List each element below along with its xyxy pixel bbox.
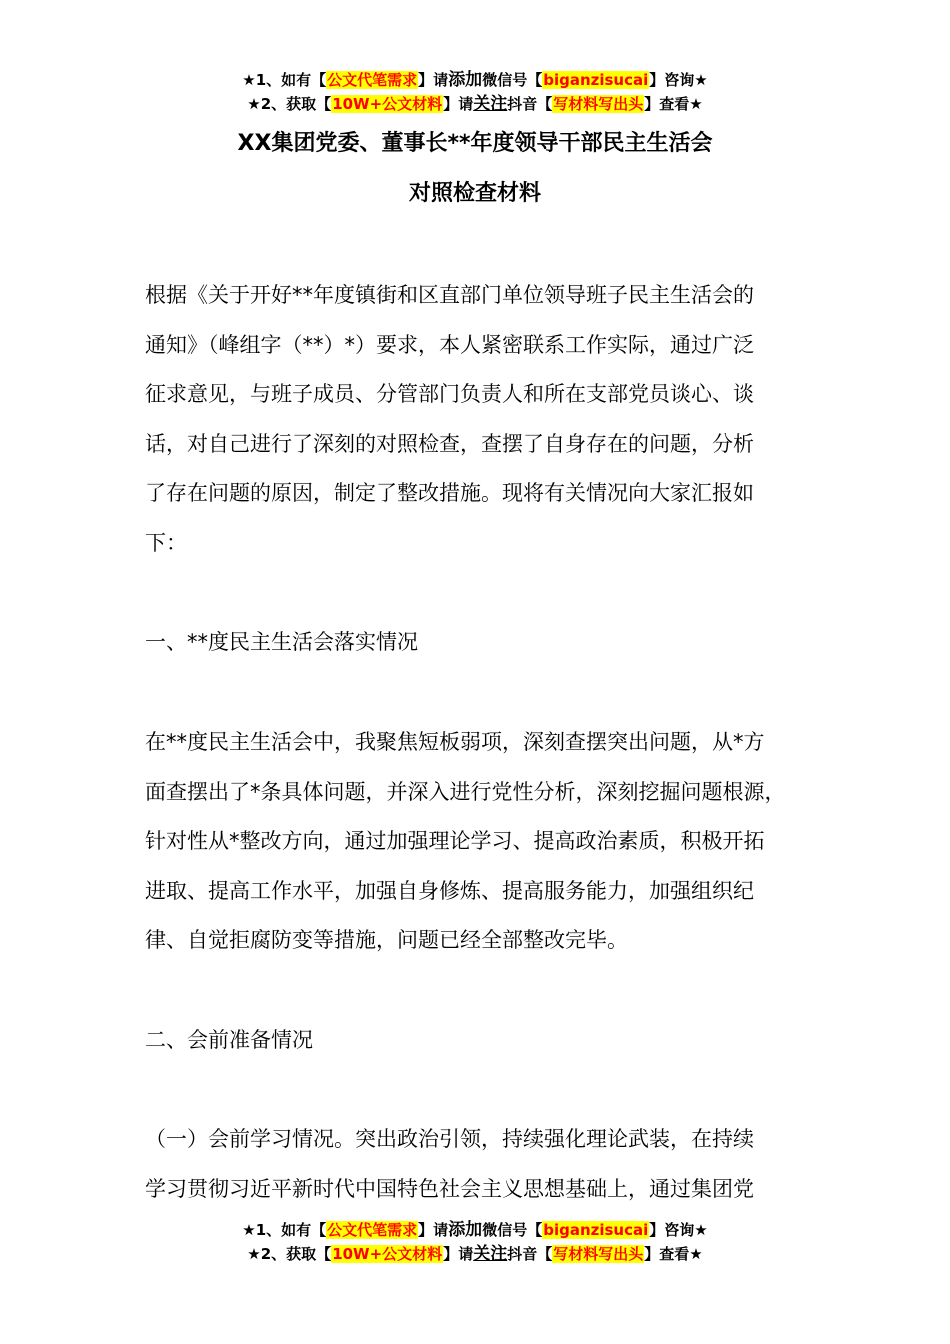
section-1-line: 针对性从*整改方向，通过加强理论学习、提高政治素质，积极开拓 [145,829,765,854]
section-2-line: 学习贯彻习近平新时代中国特色社会主义思想基础上，通过集团党 [145,1176,754,1201]
banner-line-1-highlight: 公文代笔需求 [327,71,418,89]
banner-line-1-suffix: 】咨询★ [649,71,708,89]
footer-line-1-highlight: 公文代笔需求 [327,1221,418,1239]
section-2-paragraph [145,1115,835,1214]
intro-line: 通知》（峰组字（**）*）要求，本人紧密联系工作实际，通过广泛 [145,332,754,357]
footer-line-1-suffix: 】咨询★ [649,1221,708,1239]
footer-line-2-suffix: 】查看★ [644,1245,703,1263]
footer-line-1-emphasis: 添加 [448,1220,483,1240]
footer-douyin-account: 写材料写出头 [553,1245,644,1263]
footer-banner [0,1218,950,1266]
banner-line-2-suffix: 】查看★ [644,95,703,113]
footer-banner-line-2 [0,1242,950,1266]
section-2-line: （一）会前学习情况。突出政治引领，持续强化理论武装，在持续 [145,1127,754,1151]
section-1-line: 在**度民主生活会中，我聚焦短板弱项，深刻查摆突出问题，从*方 [145,730,765,754]
intro-line: 征求意见，与班子成员、分管部门负责人和所在支部党员谈心、谈 [145,382,754,407]
section-2-heading-text: 二、会前准备情况 [145,1028,313,1052]
section-1-heading [145,618,835,668]
section-1-heading-text: 一、**度民主生活会落实情况 [145,630,418,654]
footer-line-1-mid: 】请 [418,1221,449,1239]
document-title-line-2: 对照检查材料 [408,181,541,206]
douyin-account: 写材料写出头 [553,95,644,113]
footer-line-2-highlight: 10W+公文材料 [332,1245,443,1263]
banner-line-1-mid: 】请 [418,71,449,89]
footer-line-2-mid2: 抖音【 [507,1245,553,1263]
footer-line-1-mid2: 微信号【 [482,1221,543,1239]
banner-line-1-mid2: 微信号【 [482,71,543,89]
footer-line-2-prefix: ★2、获取【 [247,1245,332,1263]
intro-line: 下： [145,530,187,555]
banner-line-2-prefix: ★2、获取【 [247,95,332,113]
banner-line-1-emphasis: 添加 [448,70,483,90]
footer-wechat-id: biganzisucai [543,1221,649,1239]
section-1-line: 律、自觉拒腐防变等措施，问题已经全部整改完毕。 [145,928,628,953]
section-1-line: 进取、提高工作水平，加强自身修炼、提高服务能力，加强组织纪 [145,878,754,903]
section-1-line: 面查摆出了*条具体问题，并深入进行党性分析，深刻挖掘问题根源， [145,779,786,804]
footer-line-1-prefix: ★1、如有【 [242,1221,327,1239]
footer-banner-line-1 [0,1218,950,1242]
banner-line-1 [0,68,950,92]
banner-line-1-prefix: ★1、如有【 [242,71,327,89]
intro-paragraph [145,271,835,569]
intro-line: 根据《关于开好**年度镇街和区直部门单位领导班子民主生活会的 [145,283,754,307]
banner-line-2-highlight: 10W+公文材料 [332,95,443,113]
banner-line-2-emphasis: 关注 [473,94,508,114]
banner-line-2-mid2: 抖音【 [507,95,553,113]
wechat-id: biganzisucai [543,71,649,89]
footer-line-2-emphasis: 关注 [473,1244,508,1264]
document-title-line-1: XX集团党委、董事长**年度领导干部民主生活会 [237,131,713,156]
banner-line-2-mid: 】请 [443,95,474,113]
intro-line: 了存在问题的原因，制定了整改措施。现将有关情况向大家汇报如 [145,481,754,506]
banner-line-2 [0,92,950,116]
header-banner [0,68,950,116]
section-2-heading [145,1016,835,1066]
intro-line: 话，对自己进行了深刻的对照检查，查摆了自身存在的问题，分析 [145,431,754,456]
section-1-paragraph [145,718,835,966]
footer-line-2-mid: 】请 [443,1245,474,1263]
